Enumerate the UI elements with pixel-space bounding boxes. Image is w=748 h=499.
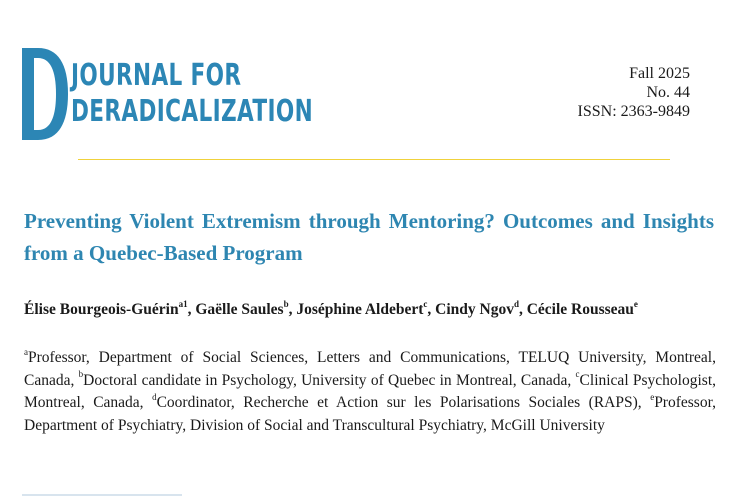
journal-logo-d-icon (22, 48, 68, 140)
author-separator: , (187, 301, 196, 318)
affiliation-mark: a (24, 346, 28, 357)
journal-name-line1: JOURNAL FOR (71, 58, 242, 93)
author-separator: , (288, 301, 297, 318)
affiliation-mark: d (152, 391, 157, 402)
article-title: Preventing Violent Extremism through Mentoring? Outcomes and Insights from a Quebec-Based Program (24, 209, 714, 265)
author-name: Cécile Rousseau (526, 301, 634, 318)
journal-name (71, 58, 313, 130)
journal-name-line2: DERADICALIZATION (71, 94, 314, 129)
author-mark: b (283, 298, 289, 309)
affiliation-mark: e (650, 391, 655, 402)
issue-number: No. 44 (646, 84, 690, 101)
author-mark: a1 (178, 298, 188, 309)
affiliation-text: Professor, Department of Social Sciences, Letters and Communications, TELUQ University, Montreal, Canada, (24, 349, 716, 389)
issue-season: Fall 2025 (629, 65, 690, 82)
affiliations (24, 347, 716, 437)
affiliation-mark: c (575, 369, 580, 380)
journal-logo (22, 48, 314, 144)
footer-divider (22, 494, 182, 496)
author-mark: e (633, 298, 638, 309)
author-name: Cindy Ngov (435, 301, 514, 318)
author-list (24, 300, 716, 320)
affiliation-text: Coordinator, Recherche et Action sur les Polarisations Sociales (RAPS), (156, 394, 651, 411)
author-name: Gaëlle Saules (195, 301, 284, 318)
author-name: Élise Bourgeois-Guérin (24, 301, 179, 318)
affiliation-mark: b (78, 369, 84, 380)
author-separator: , (518, 301, 527, 318)
affiliation-text: Clinical Psychologist, Montreal, Canada, (24, 371, 717, 411)
header-divider (78, 159, 670, 160)
issue-info (578, 64, 690, 121)
affiliation-text: Doctoral candidate in Psychology, University of Quebec in Montreal, Canada, (83, 371, 576, 389)
issue-issn: ISSN: 2363-9849 (577, 103, 690, 120)
author-separator: , (427, 301, 436, 318)
affiliation-text: Professor, Department of Psychiatry, Division of Social and Transcultural Psychiatry, McGill University (24, 394, 716, 434)
author-name: Joséphine Aldebert (296, 301, 424, 318)
author-mark: c (423, 298, 428, 309)
author-mark: d (513, 298, 519, 309)
